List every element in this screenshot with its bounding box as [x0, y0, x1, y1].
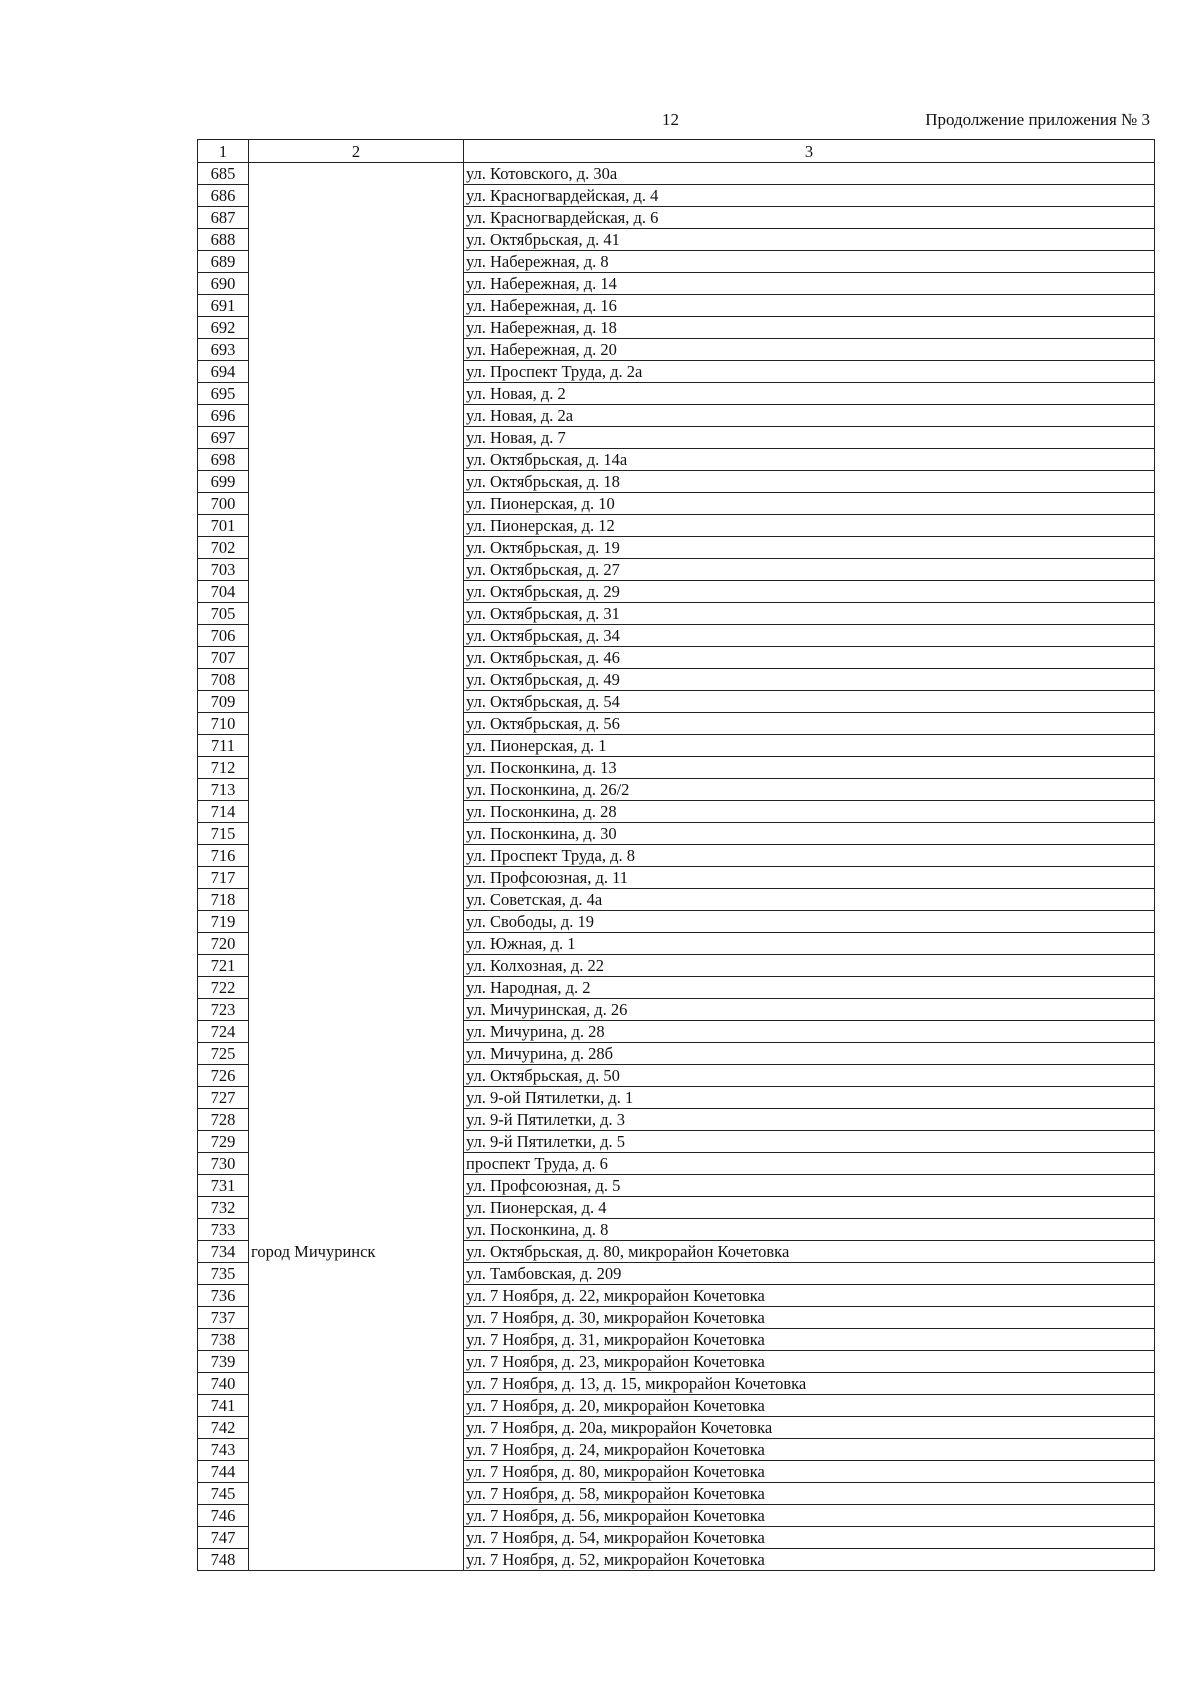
settlement-cell — [249, 933, 464, 955]
row-number: 699 — [198, 471, 249, 493]
table-row — [198, 1505, 1155, 1527]
table-row — [198, 449, 1155, 471]
row-number: 733 — [198, 1219, 249, 1241]
settlement-cell — [249, 317, 464, 339]
settlement-cell — [249, 801, 464, 823]
row-number: 691 — [198, 295, 249, 317]
table-row — [198, 1087, 1155, 1109]
address-cell: ул. Октябрьская, д. 31 — [464, 603, 1155, 625]
settlement-cell — [249, 647, 464, 669]
settlement-cell — [249, 999, 464, 1021]
settlement-cell — [249, 1373, 464, 1395]
row-number: 707 — [198, 647, 249, 669]
table-row — [198, 1241, 1155, 1263]
table-row — [198, 1461, 1155, 1483]
address-cell: ул. 7 Ноября, д. 22, микрорайон Кочетовка — [464, 1285, 1155, 1307]
row-number: 734 — [198, 1241, 249, 1263]
address-cell: ул. Октябрьская, д. 50 — [464, 1065, 1155, 1087]
address-cell: ул. Посконкина, д. 13 — [464, 757, 1155, 779]
table-row — [198, 383, 1155, 405]
row-number: 730 — [198, 1153, 249, 1175]
table-row — [198, 867, 1155, 889]
table-row — [198, 273, 1155, 295]
settlement-cell — [249, 427, 464, 449]
settlement-cell — [249, 1065, 464, 1087]
settlement-cell — [249, 1307, 464, 1329]
table-row — [198, 1021, 1155, 1043]
table-row — [198, 1483, 1155, 1505]
settlement-cell — [249, 1417, 464, 1439]
row-number: 708 — [198, 669, 249, 691]
address-cell: ул. Колхозная, д. 22 — [464, 955, 1155, 977]
settlement-cell — [249, 713, 464, 735]
row-number: 706 — [198, 625, 249, 647]
settlement-cell — [249, 295, 464, 317]
table-row — [198, 977, 1155, 999]
address-cell: ул. Мичуринская, д. 26 — [464, 999, 1155, 1021]
address-cell: ул. Пионерская, д. 1 — [464, 735, 1155, 757]
table-row — [198, 581, 1155, 603]
row-number: 731 — [198, 1175, 249, 1197]
row-number: 743 — [198, 1439, 249, 1461]
row-number: 747 — [198, 1527, 249, 1549]
table-row — [198, 1527, 1155, 1549]
address-cell: ул. 7 Ноября, д. 56, микрорайон Кочетовка — [464, 1505, 1155, 1527]
settlement-cell — [249, 581, 464, 603]
settlement-cell — [249, 1461, 464, 1483]
table-row — [198, 537, 1155, 559]
table-row — [198, 1109, 1155, 1131]
address-cell: ул. 7 Ноября, д. 13, д. 15, микрорайон Кочетовка — [464, 1373, 1155, 1395]
row-number: 740 — [198, 1373, 249, 1395]
settlement-cell — [249, 1219, 464, 1241]
row-number: 739 — [198, 1351, 249, 1373]
row-number: 713 — [198, 779, 249, 801]
table-row — [198, 1307, 1155, 1329]
settlement-cell — [249, 1043, 464, 1065]
settlement-cell — [249, 1549, 464, 1571]
address-cell: ул. Октябрьская, д. 54 — [464, 691, 1155, 713]
table-row — [198, 1285, 1155, 1307]
address-cell: ул. Новая, д. 2 — [464, 383, 1155, 405]
row-number: 711 — [198, 735, 249, 757]
address-cell: ул. 7 Ноября, д. 54, микрорайон Кочетовка — [464, 1527, 1155, 1549]
table-row — [198, 185, 1155, 207]
row-number: 728 — [198, 1109, 249, 1131]
table-row — [198, 559, 1155, 581]
settlement-cell — [249, 537, 464, 559]
appendix-continuation-label: Продолжение приложения № 3 — [925, 110, 1150, 129]
table-row — [198, 1175, 1155, 1197]
table-row — [198, 317, 1155, 339]
table-row — [198, 1219, 1155, 1241]
address-cell: ул. Набережная, д. 14 — [464, 273, 1155, 295]
settlement-cell — [249, 515, 464, 537]
table-row — [198, 207, 1155, 229]
address-cell: ул. Мичурина, д. 28б — [464, 1043, 1155, 1065]
address-cell: ул. Проспект Труда, д. 2а — [464, 361, 1155, 383]
address-cell: ул. Мичурина, д. 28 — [464, 1021, 1155, 1043]
address-cell: ул. Профсоюзная, д. 5 — [464, 1175, 1155, 1197]
settlement-cell — [249, 845, 464, 867]
address-cell: ул. Октябрьская, д. 27 — [464, 559, 1155, 581]
settlement-cell — [249, 559, 464, 581]
row-number: 718 — [198, 889, 249, 911]
table-row — [198, 933, 1155, 955]
settlement-cell — [249, 251, 464, 273]
address-cell: ул. Народная, д. 2 — [464, 977, 1155, 999]
settlement-cell — [249, 405, 464, 427]
address-cell: ул. Октябрьская, д. 18 — [464, 471, 1155, 493]
row-number: 745 — [198, 1483, 249, 1505]
address-cell: ул. 7 Ноября, д. 20а, микрорайон Кочетовка — [464, 1417, 1155, 1439]
address-cell: ул. Октябрьская, д. 19 — [464, 537, 1155, 559]
address-cell: ул. Октябрьская, д. 14а — [464, 449, 1155, 471]
address-cell: ул. 7 Ноября, д. 31, микрорайон Кочетовка — [464, 1329, 1155, 1351]
table-row — [198, 1373, 1155, 1395]
address-cell: ул. Посконкина, д. 26/2 — [464, 779, 1155, 801]
table-row — [198, 713, 1155, 735]
table-row — [198, 361, 1155, 383]
table-row — [198, 669, 1155, 691]
row-number: 703 — [198, 559, 249, 581]
table-row — [198, 1153, 1155, 1175]
settlement-cell — [249, 471, 464, 493]
settlement-cell — [249, 1351, 464, 1373]
row-number: 738 — [198, 1329, 249, 1351]
settlement-cell — [249, 449, 464, 471]
settlement-cell — [249, 163, 464, 185]
settlement-cell — [249, 867, 464, 889]
table-row — [198, 339, 1155, 361]
row-number: 690 — [198, 273, 249, 295]
row-number: 736 — [198, 1285, 249, 1307]
row-number: 722 — [198, 977, 249, 999]
table-row — [198, 1439, 1155, 1461]
settlement-cell — [249, 207, 464, 229]
settlement-cell — [249, 911, 464, 933]
table-row — [198, 493, 1155, 515]
address-cell: ул. Новая, д. 2а — [464, 405, 1155, 427]
address-cell: ул. Проспект Труда, д. 8 — [464, 845, 1155, 867]
address-cell: ул. 7 Ноября, д. 80, микрорайон Кочетовка — [464, 1461, 1155, 1483]
table-row — [198, 1043, 1155, 1065]
row-number: 716 — [198, 845, 249, 867]
row-number: 732 — [198, 1197, 249, 1219]
settlement-cell — [249, 669, 464, 691]
row-number: 714 — [198, 801, 249, 823]
row-number: 724 — [198, 1021, 249, 1043]
settlement-cell — [249, 735, 464, 757]
table-header-row — [198, 140, 1155, 163]
settlement-cell — [249, 625, 464, 647]
address-cell: ул. Посконкина, д. 28 — [464, 801, 1155, 823]
row-number: 692 — [198, 317, 249, 339]
settlement-cell — [249, 889, 464, 911]
row-number: 715 — [198, 823, 249, 845]
settlement-cell — [249, 691, 464, 713]
table-row — [198, 779, 1155, 801]
address-cell: ул. 7 Ноября, д. 20, микрорайон Кочетовка — [464, 1395, 1155, 1417]
address-cell: ул. Октябрьская, д. 34 — [464, 625, 1155, 647]
table-row — [198, 295, 1155, 317]
settlement-cell — [249, 603, 464, 625]
page-number: 12 — [662, 110, 679, 129]
table-row — [198, 1351, 1155, 1373]
table-row — [198, 163, 1155, 185]
settlement-cell — [249, 383, 464, 405]
settlement-cell — [249, 955, 464, 977]
settlement-cell — [249, 779, 464, 801]
table-row — [198, 603, 1155, 625]
settlement-cell — [249, 1527, 464, 1549]
settlement-cell — [249, 361, 464, 383]
settlement-cell — [249, 1439, 464, 1461]
settlement-cell — [249, 1021, 464, 1043]
row-number: 709 — [198, 691, 249, 713]
row-number: 689 — [198, 251, 249, 273]
table-row — [198, 691, 1155, 713]
table-row — [198, 251, 1155, 273]
row-number: 729 — [198, 1131, 249, 1153]
table-row — [198, 757, 1155, 779]
row-number: 685 — [198, 163, 249, 185]
address-cell: ул. 7 Ноября, д. 52, микрорайон Кочетовка — [464, 1549, 1155, 1571]
settlement-cell — [249, 757, 464, 779]
address-cell: ул. Свободы, д. 19 — [464, 911, 1155, 933]
row-number: 704 — [198, 581, 249, 603]
settlement-cell — [249, 823, 464, 845]
address-cell: ул. Пионерская, д. 4 — [464, 1197, 1155, 1219]
row-number: 693 — [198, 339, 249, 361]
row-number: 696 — [198, 405, 249, 427]
row-number: 687 — [198, 207, 249, 229]
table-row — [198, 889, 1155, 911]
row-number: 744 — [198, 1461, 249, 1483]
row-number: 710 — [198, 713, 249, 735]
table-row — [198, 1197, 1155, 1219]
address-cell: ул. Новая, д. 7 — [464, 427, 1155, 449]
address-cell: ул. 9-ой Пятилетки, д. 1 — [464, 1087, 1155, 1109]
address-cell: ул. 7 Ноября, д. 58, микрорайон Кочетовка — [464, 1483, 1155, 1505]
address-cell: ул. Профсоюзная, д. 11 — [464, 867, 1155, 889]
address-cell: ул. Набережная, д. 8 — [464, 251, 1155, 273]
table-row — [198, 735, 1155, 757]
address-cell: ул. Посконкина, д. 8 — [464, 1219, 1155, 1241]
settlement-cell — [249, 1395, 464, 1417]
row-number: 701 — [198, 515, 249, 537]
row-number: 725 — [198, 1043, 249, 1065]
column-header-3: 3 — [464, 140, 1155, 163]
table-row — [198, 1329, 1155, 1351]
address-cell: ул. Октябрьская, д. 49 — [464, 669, 1155, 691]
row-number: 688 — [198, 229, 249, 251]
settlement-cell — [249, 493, 464, 515]
address-cell: ул. Октябрьская, д. 29 — [464, 581, 1155, 603]
row-number: 698 — [198, 449, 249, 471]
row-number: 746 — [198, 1505, 249, 1527]
address-cell: ул. 7 Ноября, д. 24, микрорайон Кочетовка — [464, 1439, 1155, 1461]
table-row — [198, 845, 1155, 867]
row-number: 705 — [198, 603, 249, 625]
table-row — [198, 1417, 1155, 1439]
column-header-2: 2 — [249, 140, 464, 163]
row-number: 721 — [198, 955, 249, 977]
address-cell: проспект Труда, д. 6 — [464, 1153, 1155, 1175]
address-cell: ул. Октябрьская, д. 41 — [464, 229, 1155, 251]
table-row — [198, 515, 1155, 537]
table-row — [198, 911, 1155, 933]
address-cell: ул. 7 Ноября, д. 30, микрорайон Кочетовка — [464, 1307, 1155, 1329]
address-cell: ул. Пионерская, д. 10 — [464, 493, 1155, 515]
table-row — [198, 999, 1155, 1021]
table-row — [198, 427, 1155, 449]
address-cell: ул. Октябрьская, д. 46 — [464, 647, 1155, 669]
row-number: 727 — [198, 1087, 249, 1109]
address-cell: ул. Красногвардейская, д. 4 — [464, 185, 1155, 207]
table-row — [198, 1065, 1155, 1087]
address-table — [197, 139, 1155, 1571]
settlement-cell — [249, 229, 464, 251]
address-cell: ул. Набережная, д. 18 — [464, 317, 1155, 339]
row-number: 719 — [198, 911, 249, 933]
settlement-cell — [249, 273, 464, 295]
table-row — [198, 647, 1155, 669]
settlement-cell — [249, 1505, 464, 1527]
address-cell: ул. 7 Ноября, д. 23, микрорайон Кочетовка — [464, 1351, 1155, 1373]
row-number: 700 — [198, 493, 249, 515]
table-row — [198, 625, 1155, 647]
address-cell: ул. Красногвардейская, д. 6 — [464, 207, 1155, 229]
address-cell: ул. Октябрьская, д. 80, микрорайон Кочетовка — [464, 1241, 1155, 1263]
address-cell: ул. Посконкина, д. 30 — [464, 823, 1155, 845]
address-cell: ул. Тамбовская, д. 209 — [464, 1263, 1155, 1285]
settlement-cell — [249, 1175, 464, 1197]
settlement-cell — [249, 977, 464, 999]
address-cell: ул. Котовского, д. 30а — [464, 163, 1155, 185]
column-header-1: 1 — [198, 140, 249, 163]
row-number: 686 — [198, 185, 249, 207]
row-number: 717 — [198, 867, 249, 889]
settlement-cell — [249, 1153, 464, 1175]
row-number: 702 — [198, 537, 249, 559]
address-cell: ул. Советская, д. 4а — [464, 889, 1155, 911]
table-row — [198, 823, 1155, 845]
row-number: 723 — [198, 999, 249, 1021]
settlement-cell — [249, 339, 464, 361]
address-cell: ул. Октябрьская, д. 56 — [464, 713, 1155, 735]
row-number: 695 — [198, 383, 249, 405]
settlement-cell — [249, 1285, 464, 1307]
address-cell: ул. Пионерская, д. 12 — [464, 515, 1155, 537]
address-cell: ул. Южная, д. 1 — [464, 933, 1155, 955]
settlement-cell: город Мичуринск — [249, 1241, 464, 1263]
table-row — [198, 229, 1155, 251]
settlement-cell — [249, 1483, 464, 1505]
address-cell: ул. Набережная, д. 20 — [464, 339, 1155, 361]
row-number: 726 — [198, 1065, 249, 1087]
settlement-cell — [249, 185, 464, 207]
row-number: 694 — [198, 361, 249, 383]
table-row — [198, 405, 1155, 427]
row-number: 748 — [198, 1549, 249, 1571]
table-row — [198, 1395, 1155, 1417]
row-number: 737 — [198, 1307, 249, 1329]
address-cell: ул. Набережная, д. 16 — [464, 295, 1155, 317]
settlement-cell — [249, 1263, 464, 1285]
table-row — [198, 1263, 1155, 1285]
settlement-cell — [249, 1087, 464, 1109]
row-number: 742 — [198, 1417, 249, 1439]
settlement-cell — [249, 1109, 464, 1131]
table-row — [198, 955, 1155, 977]
row-number: 697 — [198, 427, 249, 449]
row-number: 735 — [198, 1263, 249, 1285]
settlement-cell — [249, 1197, 464, 1219]
settlement-cell — [249, 1131, 464, 1153]
settlement-cell — [249, 1329, 464, 1351]
address-cell: ул. 9-й Пятилетки, д. 3 — [464, 1109, 1155, 1131]
address-cell: ул. 9-й Пятилетки, д. 5 — [464, 1131, 1155, 1153]
row-number: 712 — [198, 757, 249, 779]
row-number: 741 — [198, 1395, 249, 1417]
table-row — [198, 1131, 1155, 1153]
table-row — [198, 1549, 1155, 1571]
row-number: 720 — [198, 933, 249, 955]
table-row — [198, 801, 1155, 823]
table-row — [198, 471, 1155, 493]
